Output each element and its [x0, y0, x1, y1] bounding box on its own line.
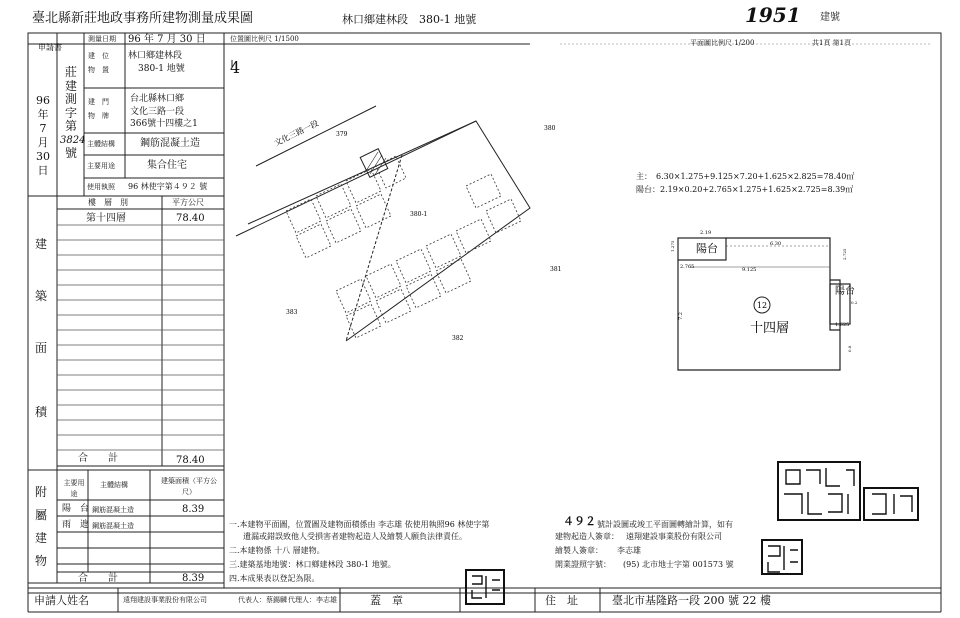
location-value-1: 林口鄉建林段 [128, 51, 183, 61]
building-area-char: 築 [35, 289, 48, 303]
location-map [226, 46, 562, 376]
survey-date-label: 測量日期 [88, 35, 116, 43]
use-value: 集合住宅 [147, 160, 187, 171]
calc-balcony: 陽台：2.19×0.20+2.765×1.275+1.625×2.725=8.39㎡ [636, 185, 854, 194]
survey-date: 96 年 7 月 30 日 [128, 34, 206, 45]
att-row-area: 8.39 [182, 504, 205, 515]
lot-381: 381 [550, 266, 562, 273]
att-head-struct: 主體結構 [100, 481, 128, 489]
address-label: 住 址 [545, 594, 578, 607]
dim-1-625: 1.625 [835, 322, 850, 328]
receipt-date-char: 30 [36, 150, 50, 163]
att-head-area: 建築面積（平方公尺） [161, 477, 217, 496]
dim-0-2: 0.2 [851, 300, 858, 305]
agent-label: 代理人：李志雄 [288, 596, 337, 604]
document-title: 臺北縣新莊地政事務所建物測量成果圖 [32, 11, 254, 26]
location-value-2: 380-1 地號 [138, 64, 185, 74]
road-name: 文化三路一段 [272, 118, 321, 148]
seal-label: 蓋 章 [370, 594, 403, 607]
receipt-date-char: 7 [39, 122, 47, 135]
permit-label: 使用執照 [87, 183, 115, 191]
receipt-char: 號 [64, 146, 77, 160]
permit-value: 96 林使字第４９２ 號 [128, 182, 208, 191]
floor-number-circle: 12 [756, 301, 768, 310]
att-head-use: 主要用途 [63, 479, 85, 498]
receipt-date [32, 94, 54, 178]
floor-header: 樓 層 別 [88, 198, 128, 207]
note-2: 二.本建物係 十八 層建物。 [229, 546, 325, 555]
calc-main: 主： 6.30×1.275+9.125×7.20+1.625×2.825=78.40㎡ [636, 172, 855, 181]
receipt-handwritten-number: 3824 [60, 134, 86, 146]
att-total-value: 8.39 [182, 573, 205, 584]
lot-379: 379 [336, 131, 348, 138]
applicant-name-label: 申請人姓名 [34, 594, 89, 607]
door-line-3: 366號十四樓之1 [130, 119, 198, 129]
license-label: 開業證照字號： [555, 560, 611, 569]
att-total-label: 合 計 [78, 573, 118, 584]
note-4: 四.本成果表以登記為限。 [229, 574, 320, 583]
receipt-char: 測 [64, 92, 77, 106]
note-3: 三.建築基地地號：林口鄉建林段 380-1 地號。 [229, 560, 396, 569]
door-line-2: 文化三路一段 [130, 107, 185, 117]
note-1a: 一.本建物平面圖，位置圖及建物面積係由 李志雄 依使用執照96 林使字第 [229, 520, 490, 529]
application-label: 申請書 [38, 43, 62, 52]
dim-1-275: 1.275 [670, 240, 675, 252]
lot-383: 383 [286, 309, 298, 316]
address-value: 臺北市基隆路一段 200 號 22 樓 [612, 594, 771, 607]
floor-plan [670, 220, 870, 380]
side-balcony-label: 陽台 [835, 286, 855, 297]
total-label: 合 計 [78, 453, 118, 464]
balcony-label: 陽台 [696, 242, 718, 255]
total-value: 78.40 [176, 455, 205, 466]
lot-380-1: 380-1 [410, 211, 428, 218]
attached-char: 物 [35, 554, 48, 568]
dim-6-30: 6.30 [770, 241, 782, 247]
use-label: 主要用途 [87, 162, 115, 170]
structure-label: 主體結構 [87, 140, 115, 148]
note-1c: 遺漏或錯誤致他人受損害者建物起造人及繪製人願負法律責任。 [243, 532, 467, 541]
lot-380: 380 [544, 125, 556, 132]
attached-char: 屬 [35, 508, 48, 522]
seals [760, 458, 940, 578]
dim-2-725: 2.725 [842, 248, 847, 260]
location-scale: 位置圖比例尺 1/1500 [230, 35, 299, 43]
receipt-number [60, 65, 86, 161]
floor-row-value: 78.40 [176, 213, 205, 224]
lot-382: 382 [452, 335, 464, 342]
att-row-struct: 鋼筋混凝土造 [92, 506, 134, 514]
area-header: 平方公尺 [172, 198, 204, 207]
floor-row-label: 第十四層 [86, 213, 126, 224]
plan-scale: 平面圖比例尺 1/200 [690, 39, 755, 47]
license-value: (95) 北市地士字第 001573 號 [623, 560, 734, 569]
door-label-2: 物 牌 [88, 112, 109, 120]
floor-name: 十四層 [750, 321, 790, 336]
dim-7-2: 7.2 [678, 312, 684, 320]
receipt-char: 建 [64, 78, 77, 93]
receipt-date-char: 月 [37, 136, 49, 149]
note-1b: 號計設圖或竣工平面圖轉繪計算，如有 [597, 520, 733, 529]
applicant-signature-value: 遠翔建設事業股份有限公司 [626, 532, 722, 541]
dim-2-765: 2.765 [680, 264, 695, 270]
receipt-date-char: 96 [36, 94, 50, 107]
att-row-use: 陽 台 [62, 504, 90, 514]
representative-seal [864, 488, 918, 520]
location-label-1: 建 位 [88, 52, 109, 60]
door-line-1: 台北縣林口鄉 [130, 94, 185, 104]
parcel-number: 林口鄉建林段 380-1 地號 [342, 13, 477, 26]
structure-value: 鋼筋混凝土造 [140, 138, 200, 149]
att-row-use: 雨 遮 [62, 520, 90, 530]
building-number: 1951 [745, 3, 801, 27]
representative-label: 代表人：蔡錫麟 [238, 596, 287, 604]
receipt-char: 字 [64, 105, 77, 120]
dim-9-125: 9.125 [742, 267, 757, 273]
building-area-char: 積 [35, 405, 48, 419]
attached-char: 附 [35, 485, 48, 499]
door-label-1: 建 門 [88, 98, 109, 106]
receipt-char: 莊 [64, 65, 77, 79]
applicant-signature-label: 建物起造人簽章： [555, 532, 619, 541]
location-label-2: 物 置 [88, 66, 109, 74]
north-arrow-mark: 4 [230, 58, 241, 77]
drawer-value: 李志雄 [617, 546, 641, 555]
dim-0-8: 0.8 [847, 345, 852, 352]
note-1-permit-number: ４９２ [563, 515, 596, 528]
att-row-struct: 鋼筋混凝土造 [92, 522, 134, 530]
receipt-date-char: 日 [37, 164, 49, 177]
receipt-char: 第 [64, 119, 77, 133]
receipt-date-char: 年 [37, 108, 49, 121]
applicant-company: 遠翔建設事業股份有限公司 [123, 596, 207, 604]
plan-page: 共1頁 第1頁 [812, 39, 852, 47]
dim-2-19: 2.19 [700, 230, 712, 236]
building-number-suffix: 建號 [820, 12, 840, 23]
building-area-char: 面 [35, 341, 48, 355]
drawer-label: 繪製人簽章： [555, 546, 603, 555]
attached-char: 建 [35, 531, 48, 545]
author-seal-footer [464, 568, 506, 608]
building-area-char: 建 [35, 237, 48, 251]
